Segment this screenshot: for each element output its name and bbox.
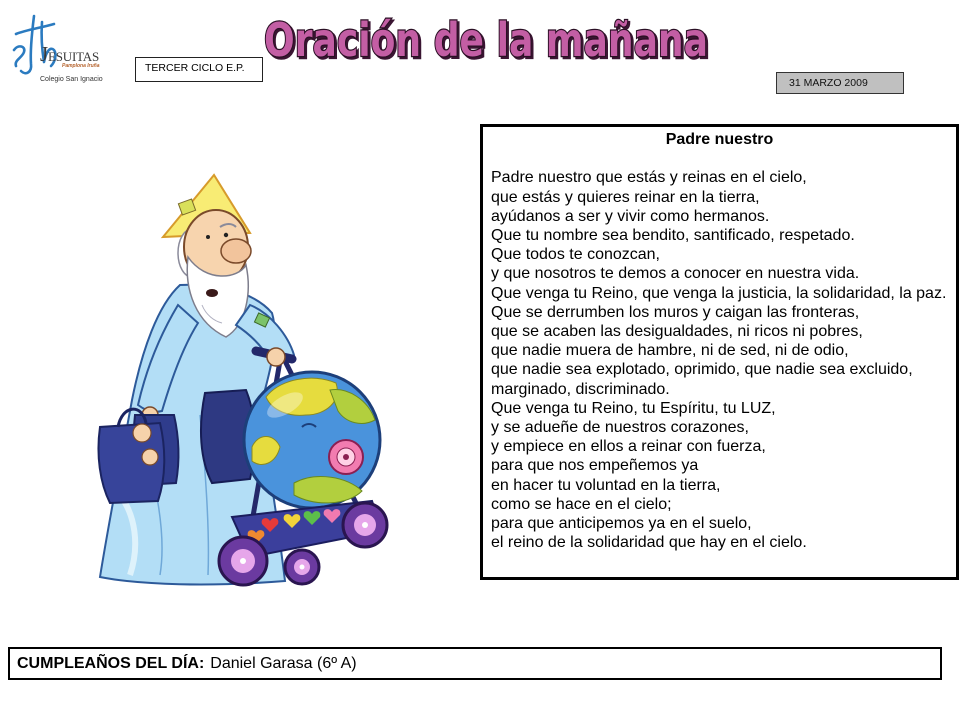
prayer-line: que nadie sea explotado, oprimido, que nadie sea excluido, [491,361,913,379]
prayer-line: el reino de la solidaridad que hay en el cielo. [491,534,807,552]
date-label: 31 MARZO 2009 [789,77,868,89]
page-title-text: Oración de la mañana [264,13,708,67]
birthday-name: Daniel Garasa (6º A) [210,655,357,672]
level-label-box [135,57,263,82]
prayer-line: que estás y quieres reinar en la tierra, [491,188,760,206]
prayer-line: Padre nuestro que estás y reinas en el cielo, [491,169,807,187]
prayer-line: y se adueñe de nuestros corazones, [491,419,749,437]
school-logo [10,10,110,88]
prayer-line: marginado, discriminado. [491,380,670,398]
logo-name: JESUITAS [40,42,99,66]
birthday-box [8,647,942,680]
birthday-label: CUMPLEAÑOS DEL DÍA: [17,655,205,672]
prayer-line: Que se derrumben los muros y caigan las fronteras, [491,303,860,321]
globe [244,372,380,508]
prayer-line: para que anticipemos ya en el suelo, [491,515,752,533]
prayer-line: que se acaben las desigualdades, ni ricos ni pobres, [491,323,863,341]
prayer-box [480,124,959,580]
wheel [219,537,267,585]
prayer-line: Que todos te conozcan, [491,246,660,264]
pacifier [329,440,363,474]
prayer-line: Que venga tu Reino, tu Espíritu, tu LUZ, [491,399,776,417]
prayer-line: para que nos empeñemos ya [491,457,699,475]
prayer-line: como se hace en el cielo; [491,495,672,513]
date-box [776,72,904,94]
stroller-globe-illustration [80,165,430,600]
prayer-line: ayúdanos a ser y vivir como hermanos. [491,207,770,225]
prayer-line: y que nosotros te demos a conocer en nuestra vida. [491,265,860,283]
prayer-title: Padre nuestro [665,131,774,148]
prayer-line: y empiece en ellos a reinar con fuerza, [491,438,766,456]
level-label: TERCER CICLO E.P. [145,62,245,74]
logo-school: Colegio San Ignacio [40,76,103,83]
prayer-line: Que venga tu Reino, que venga la justicia, la solidaridad, la paz. [491,284,947,302]
prayer-line: Que tu nombre sea bendito, santificado, respetado. [491,227,855,244]
prayer-line: que nadie muera de hambre, ni de sed, ni de odio, [491,342,849,360]
page-title [262,12,712,70]
wheel [343,503,387,547]
prayer-line: en hacer tu voluntad en la tierra, [491,476,721,494]
logo-city: Pamplona Iruña [62,63,100,69]
wheel [285,550,319,584]
